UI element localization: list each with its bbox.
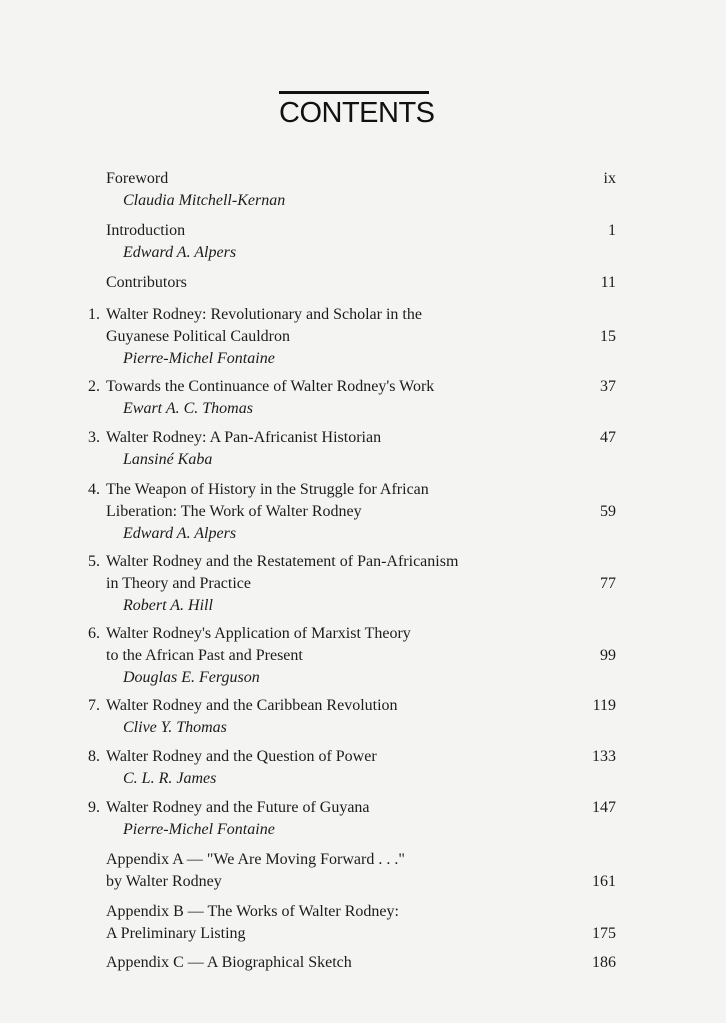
entry-number: 5. <box>88 553 100 570</box>
entry-text <box>106 272 566 294</box>
toc-entry <box>0 272 726 294</box>
toc-entry <box>0 427 726 471</box>
toc-entry <box>0 623 726 689</box>
entry-title-line: Introduction <box>106 222 186 239</box>
toc-entry <box>0 479 726 545</box>
entry-title-line: Foreword <box>106 170 169 187</box>
entry-text <box>106 695 566 739</box>
entry-number: 2. <box>88 378 100 395</box>
entry-text <box>106 797 566 841</box>
entry-title-line: A Preliminary Listing <box>106 925 246 942</box>
entry-page-number: 186 <box>592 954 616 971</box>
entry-text <box>106 623 566 689</box>
toc-entry <box>0 220 726 264</box>
entry-text <box>106 901 566 945</box>
entry-author: Clive Y. Thomas <box>123 719 227 736</box>
entry-number: 3. <box>88 429 100 446</box>
entry-text <box>106 551 566 617</box>
entry-page-number: 11 <box>600 274 616 291</box>
entry-text <box>106 168 566 212</box>
entry-page-number: 161 <box>592 873 616 890</box>
entry-page-number: 147 <box>592 799 616 816</box>
entry-title-line: Walter Rodney and the Caribbean Revolution <box>106 697 398 714</box>
entry-text <box>106 220 566 264</box>
entry-title-line: Walter Rodney and the Restatement of Pan-Africanism <box>106 553 459 570</box>
toc-entry <box>0 952 726 974</box>
entry-author: Edward A. Alpers <box>123 244 237 261</box>
toc-entry <box>0 304 726 370</box>
entry-author: Lansiné Kaba <box>123 451 213 468</box>
entry-title-line: Appendix B — The Works of Walter Rodney: <box>106 903 399 920</box>
entry-title-line: Appendix C — A Biographical Sketch <box>106 954 352 971</box>
entry-title-line: Walter Rodney and the Question of Power <box>106 748 377 765</box>
entry-title-line: Guyanese Political Cauldron <box>106 328 290 345</box>
entry-title-line: The Weapon of History in the Struggle for African <box>106 481 429 498</box>
entry-text <box>106 376 566 420</box>
entry-author: Pierre-Michel Fontaine <box>123 350 275 367</box>
entry-page-number: ix <box>603 170 616 187</box>
entry-number: 4. <box>88 481 100 498</box>
entry-title-line: Liberation: The Work of Walter Rodney <box>106 503 362 520</box>
entry-author: C. L. R. James <box>123 770 217 787</box>
entry-title-line: Walter Rodney: Revolutionary and Scholar in the <box>106 306 422 323</box>
entry-page-number: 1 <box>608 222 616 239</box>
toc-entry <box>0 376 726 420</box>
entry-page-number: 133 <box>592 748 616 765</box>
entry-page-number: 15 <box>600 328 616 345</box>
entry-page-number: 59 <box>600 503 616 520</box>
toc-entry <box>0 797 726 841</box>
entry-number: 1. <box>88 306 100 323</box>
entry-author: Pierre-Michel Fontaine <box>123 821 275 838</box>
toc-entry <box>0 551 726 617</box>
entry-text <box>106 849 566 893</box>
entry-page-number: 119 <box>592 697 616 714</box>
entry-page-number: 175 <box>592 925 616 942</box>
title-rule <box>279 91 429 94</box>
entry-page-number: 77 <box>600 575 616 592</box>
entry-page-number: 47 <box>600 429 616 446</box>
entry-title-line: Walter Rodney's Application of Marxist Theory <box>106 625 411 642</box>
entry-title-line: Appendix A — "We Are Moving Forward . . ." <box>106 851 405 868</box>
entry-page-number: 37 <box>600 378 616 395</box>
entry-title-line: by Walter Rodney <box>106 873 222 890</box>
toc-entry <box>0 849 726 893</box>
entry-title-line: Contributors <box>106 274 187 291</box>
toc-entry <box>0 746 726 790</box>
entry-number: 9. <box>88 799 100 816</box>
entry-number: 6. <box>88 625 100 642</box>
entry-text <box>106 952 566 974</box>
page-title: CONTENTS <box>279 97 435 129</box>
entry-author: Robert A. Hill <box>123 597 213 614</box>
entry-title-line: in Theory and Practice <box>106 575 251 592</box>
entry-author: Edward A. Alpers <box>123 525 237 542</box>
entry-text <box>106 427 566 471</box>
entry-title-line: Walter Rodney: A Pan-Africanist Historian <box>106 429 382 446</box>
entry-title-line: Walter Rodney and the Future of Guyana <box>106 799 370 816</box>
entry-author: Ewart A. C. Thomas <box>123 400 253 417</box>
entry-title-line: Towards the Continuance of Walter Rodney's Work <box>106 378 435 395</box>
toc-entry <box>0 695 726 739</box>
entry-page-number: 99 <box>600 647 616 664</box>
entry-number: 7. <box>88 697 100 714</box>
entry-text <box>106 304 566 370</box>
entry-author: Douglas E. Ferguson <box>123 669 260 686</box>
toc-entry <box>0 168 726 212</box>
entry-number: 8. <box>88 748 100 765</box>
entry-title-line: to the African Past and Present <box>106 647 303 664</box>
entry-author: Claudia Mitchell-Kernan <box>123 192 286 209</box>
entry-text <box>106 746 566 790</box>
toc-entry <box>0 901 726 945</box>
entry-text <box>106 479 566 545</box>
